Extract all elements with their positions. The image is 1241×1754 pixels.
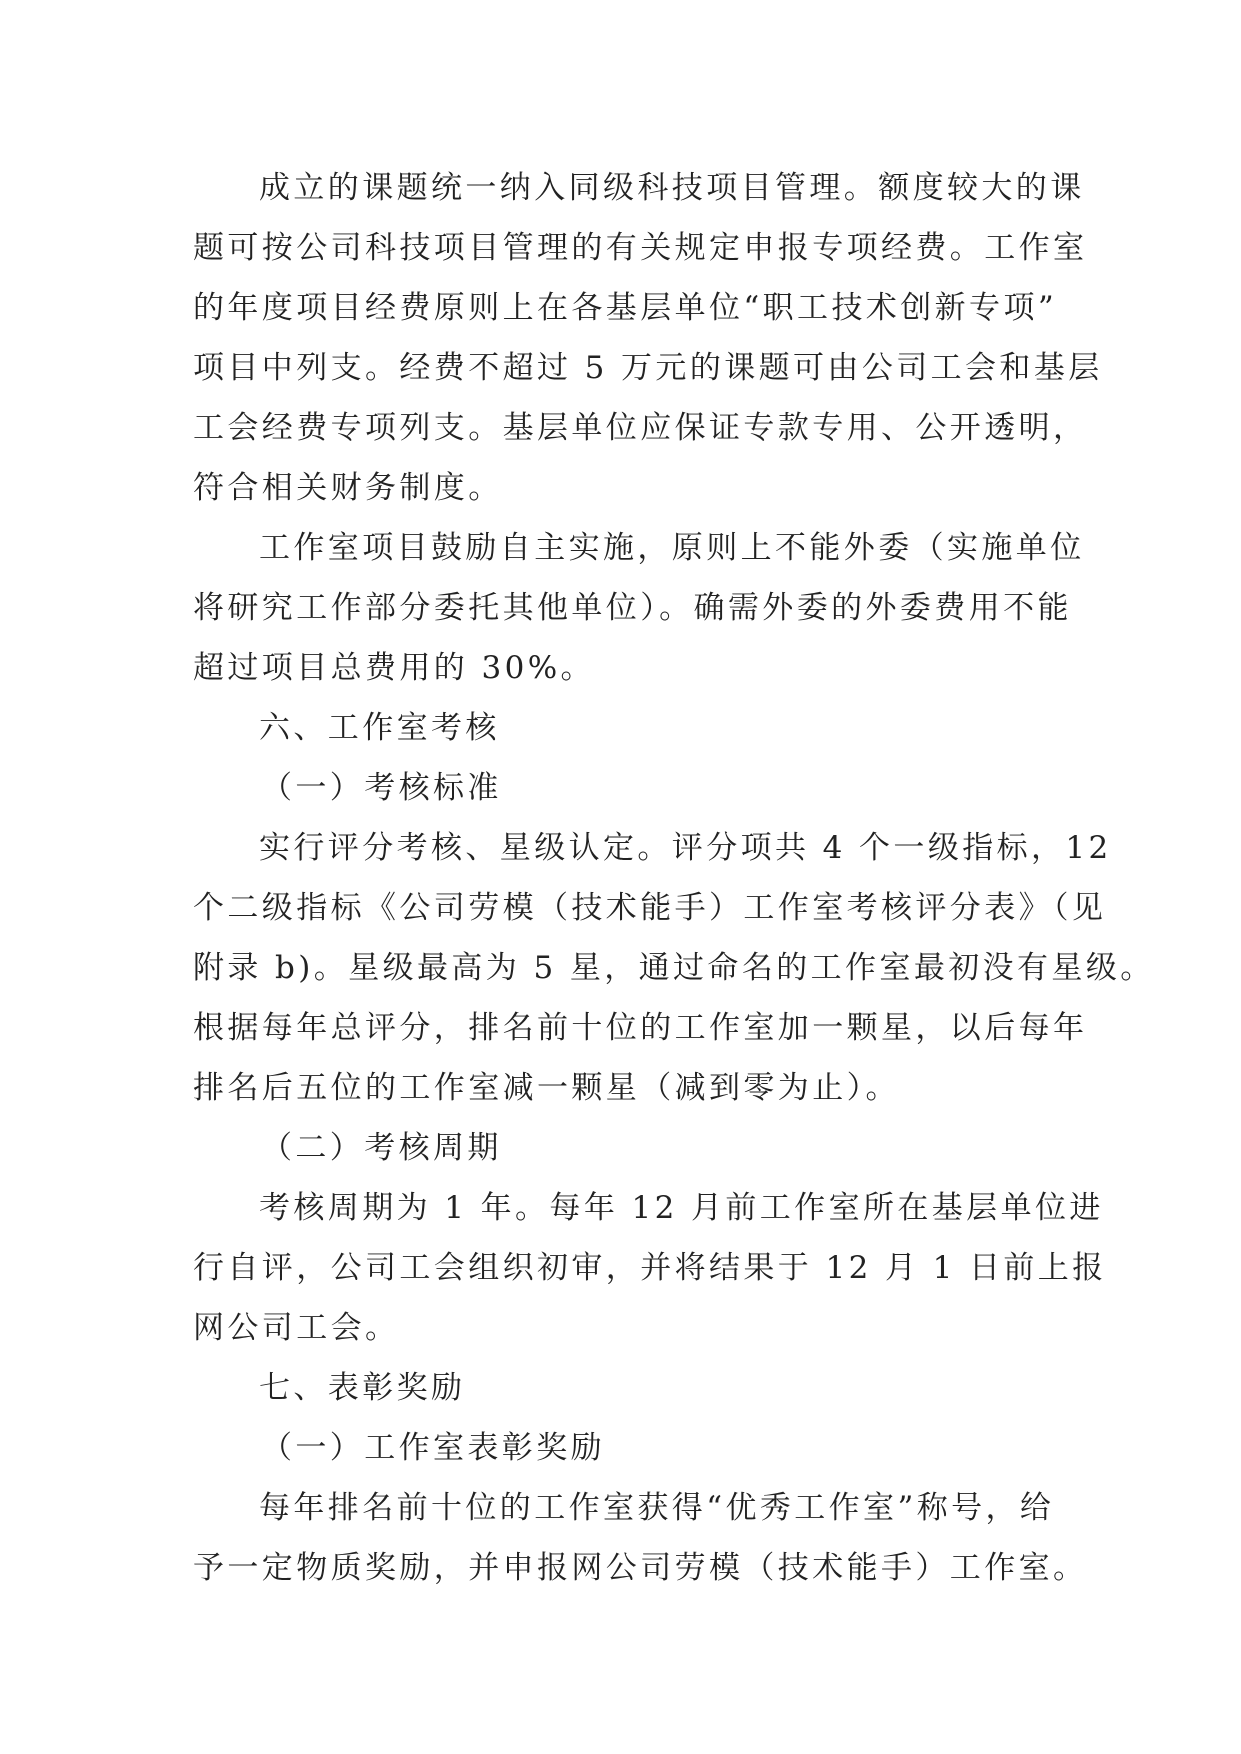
document-page — [193, 158, 1155, 1598]
paragraph-line: 工作室项目鼓励自主实施，原则上不能外委（实施单位 — [259, 530, 1085, 566]
paragraph-line: 符合相关财务制度。 — [193, 470, 503, 506]
paragraph-line: 超过项目总费用的 30%。 — [193, 650, 595, 686]
paragraph-line: 每年排名前十位的工作室获得“优秀工作室”称号，给 — [259, 1490, 1055, 1526]
paragraph-line: 予一定物质奖励，并申报网公司劳模（技术能手）工作室。 — [193, 1550, 1088, 1586]
paragraph-line: 排名后五位的工作室减一颗星（减到零为止）。 — [193, 1070, 900, 1106]
paragraph-line: 工会经费专项列支。基层单位应保证专款专用、公开透明， — [193, 410, 1088, 446]
section-heading: 六、工作室考核 — [259, 710, 500, 746]
subsection-heading: （二）考核周期 — [261, 1130, 502, 1166]
subsection-heading: （一）考核标准 — [261, 770, 502, 806]
paragraph-line: 附录 b)。星级最高为 5 星，通过命名的工作室最初没有星级。 — [193, 950, 1155, 986]
paragraph-line: 实行评分考核、星级认定。评分项共 4 个一级指标，12 — [259, 830, 1112, 866]
section-heading: 七、表彰奖励 — [259, 1370, 466, 1406]
paragraph-line: 将研究工作部分委托其他单位）。确需外委的外委费用不能 — [193, 590, 1072, 626]
paragraph-line: 成立的课题统一纳入同级科技项目管理。额度较大的课 — [259, 170, 1085, 206]
paragraph-line: 根据每年总评分，排名前十位的工作室加一颗星，以后每年 — [193, 1010, 1088, 1046]
paragraph-line: 的年度项目经费原则上在各基层单位“职工技术创新专项” — [193, 290, 1058, 326]
subsection-heading: （一）工作室表彰奖励 — [261, 1430, 605, 1466]
paragraph-line: 行自评，公司工会组织初审，并将结果于 12 月 1 日前上报 — [193, 1250, 1107, 1286]
paragraph-line: 个二级指标《公司劳模（技术能手）工作室考核评分表》（见 — [193, 890, 1107, 926]
paragraph-line: 网公司工会。 — [193, 1310, 400, 1346]
paragraph-line: 题可按公司科技项目管理的有关规定申报专项经费。工作室 — [193, 230, 1088, 266]
paragraph-line: 考核周期为 1 年。每年 12 月前工作室所在基层单位进 — [259, 1190, 1104, 1226]
paragraph-line: 项目中列支。经费不超过 5 万元的课题可由公司工会和基层 — [193, 350, 1103, 386]
